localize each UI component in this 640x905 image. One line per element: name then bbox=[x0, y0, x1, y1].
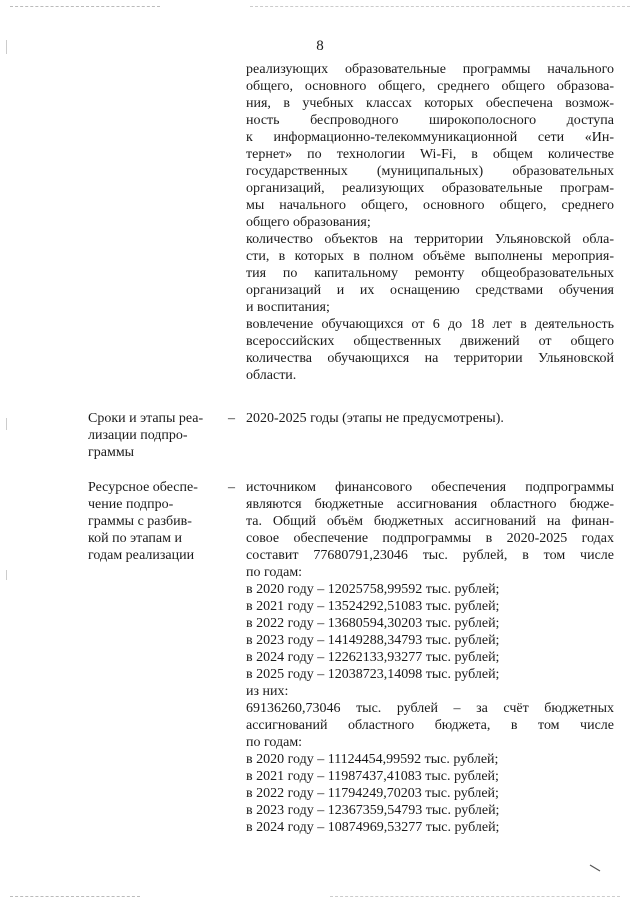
text-line: тия по капитальному ремонту общеобразовательных bbox=[246, 266, 614, 281]
text-line: ность беспроводного широкополосного доступа bbox=[246, 113, 614, 128]
text-line: 69136260,73046 тыс. рублей – за счёт бюджетных bbox=[246, 701, 614, 716]
terms-dash: – bbox=[228, 411, 235, 426]
text-line: ния, в учебных классах которых обеспечена возмож- bbox=[246, 96, 614, 111]
label-line: чение подпро- bbox=[88, 497, 174, 512]
text-line: 2020-2025 годы (этапы не предусмотрены). bbox=[246, 411, 504, 426]
text-line: общего, основного общего, среднего общего образова- bbox=[246, 79, 614, 94]
scan-edge-bottom-right bbox=[330, 896, 620, 897]
list-item: в 2025 году – 12038723,14098 тыс. рублей; bbox=[246, 667, 500, 682]
scan-edge-mark bbox=[6, 570, 7, 580]
text-line: составит 77680791,23046 тыс. рублей, в том числе bbox=[246, 548, 614, 563]
text-line: организаций и их оснащению средствами обучения bbox=[246, 283, 614, 298]
scan-speck bbox=[588, 863, 602, 873]
text-line: реализующих образовательные программы начального bbox=[246, 62, 614, 77]
list-item: в 2023 году – 12367359,54793 тыс. рублей; bbox=[246, 803, 500, 818]
scan-edge-top-right bbox=[250, 6, 630, 7]
of-them-label: из них: bbox=[246, 684, 289, 699]
text-line: по годам: bbox=[246, 735, 303, 750]
page-number: 8 bbox=[316, 38, 324, 54]
text-line: количество объектов на территории Ульяновской обла- bbox=[246, 232, 614, 247]
list-item: в 2020 году – 12025758,99592 тыс. рублей; bbox=[246, 582, 500, 597]
resources-dash: – bbox=[228, 480, 235, 495]
label-line: Ресурсное обеспе- bbox=[88, 480, 198, 495]
list-item: в 2021 году – 13524292,51083 тыс. рублей; bbox=[246, 599, 500, 614]
text-line: сти, в которых в полном объёме выполнены мероприя- bbox=[246, 249, 614, 264]
text-line: и воспитания; bbox=[246, 300, 330, 315]
text-line: по годам: bbox=[246, 565, 303, 580]
text-line: тернет» по технологии Wi-Fi, в общем количестве bbox=[246, 147, 614, 162]
list-item: в 2021 году – 11987437,41083 тыс. рублей; bbox=[246, 769, 499, 784]
list-item: в 2024 году – 12262133,93277 тыс. рублей; bbox=[246, 650, 500, 665]
scan-edge-mark bbox=[6, 418, 7, 430]
label-line: лизации подпро- bbox=[88, 428, 188, 443]
text-line: вовлечение обучающихся от 6 до 18 лет в деятельность bbox=[246, 317, 614, 332]
label-line: граммы bbox=[88, 445, 135, 460]
text-line: всероссийских общественных движений от общего bbox=[246, 334, 614, 349]
label-line: граммы с разбив- bbox=[88, 514, 192, 529]
text-line: общего образования; bbox=[246, 215, 371, 230]
label-line: кой по этапам и bbox=[88, 531, 182, 546]
list-item: в 2022 году – 11794249,70203 тыс. рублей; bbox=[246, 786, 499, 801]
text-line: организаций, реализующих образовательные програм- bbox=[246, 181, 614, 196]
scan-edge-top-left bbox=[10, 6, 160, 7]
resources-intro bbox=[246, 479, 614, 581]
scan-edge-bottom-left bbox=[10, 896, 140, 897]
text-line: источником финансового обеспечения подпрограммы bbox=[246, 480, 614, 495]
terms-label bbox=[88, 410, 220, 461]
text-line: государственных (муниципальных) образовательных bbox=[246, 164, 614, 179]
resources-label bbox=[88, 479, 220, 564]
list-item: в 2022 году – 13680594,30203 тыс. рублей; bbox=[246, 616, 500, 631]
text-line: та. Общий объём бюджетных ассигнований на финан- bbox=[246, 514, 614, 529]
list-item: в 2024 году – 10874969,53277 тыс. рублей; bbox=[246, 820, 500, 835]
regional-budget-intro bbox=[246, 700, 614, 751]
text-line: совое обеспечение подпрограммы в 2020-2025 годах bbox=[246, 531, 614, 546]
text-line: мы начального общего, основного общего, среднего bbox=[246, 198, 614, 213]
label-line: Сроки и этапы реа- bbox=[88, 411, 204, 426]
text-line: области. bbox=[246, 368, 297, 383]
yearly-regional-list bbox=[246, 751, 614, 836]
text-line: количества обучающихся на территории Ульяновской bbox=[246, 351, 614, 366]
indicators-text bbox=[246, 61, 614, 384]
label-line: годам реализации bbox=[88, 548, 195, 563]
list-item: в 2023 году – 14149288,34793 тыс. рублей; bbox=[246, 633, 500, 648]
yearly-total-list bbox=[246, 581, 614, 700]
text-line: являются бюджетные ассигнования областного бюдже- bbox=[246, 497, 614, 512]
terms-value bbox=[246, 410, 614, 427]
text-line: к информационно-телекоммуникационной сети «Ин- bbox=[246, 130, 614, 145]
text-line: ассигнований областного бюджета, в том числе bbox=[246, 718, 614, 733]
list-item: в 2020 году – 11124454,99592 тыс. рублей; bbox=[246, 752, 499, 767]
